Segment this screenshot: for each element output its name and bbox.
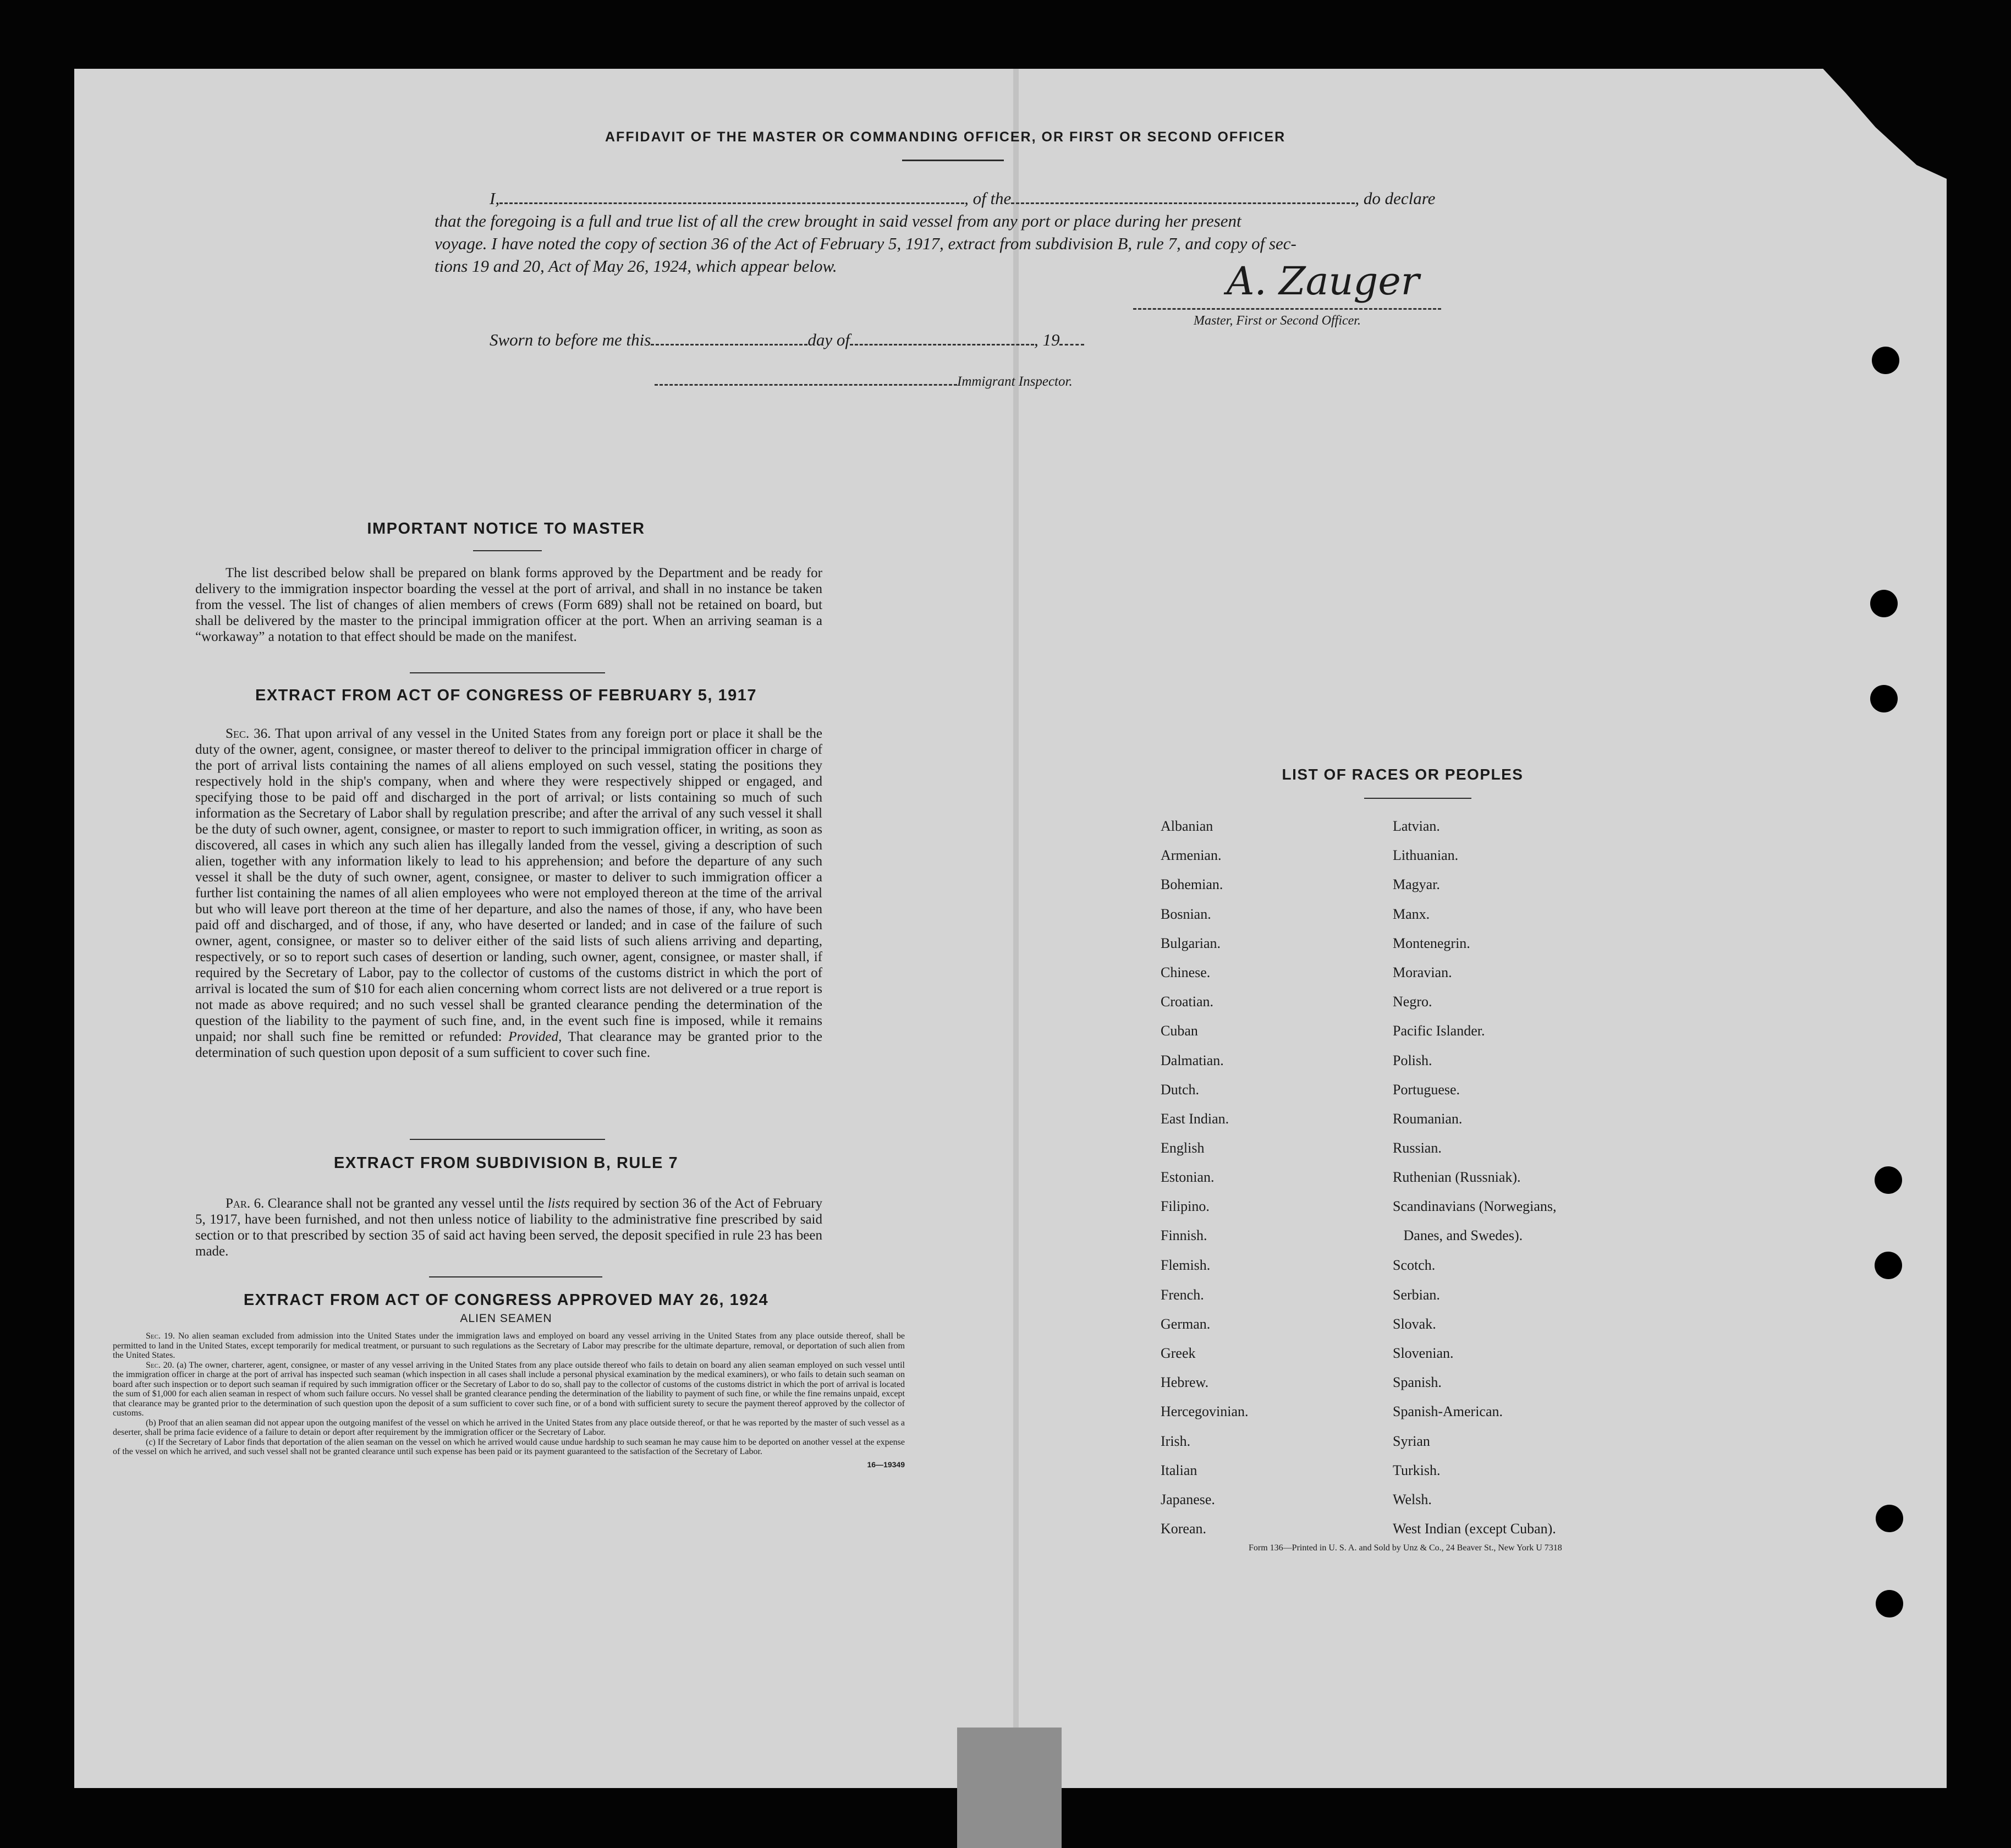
race-row [1161,929,1656,958]
form-code: 16—19349 [867,1460,905,1469]
punch-hole [1870,590,1898,617]
races-title: LIST OF RACES OR PEOPLES [1282,766,1524,783]
race-name: Hercegovinian. [1161,1403,1249,1420]
vessel-blank[interactable] [1011,202,1355,204]
race-name: Turkish. [1393,1462,1441,1478]
declaration-line: tions 19 and 20, Act of May 26, 1924, which appear below. [435,256,837,276]
race-name: Scotch. [1393,1257,1436,1274]
tape-strip [957,1728,1062,1848]
notice-title: IMPORTANT NOTICE TO MASTER [367,520,645,538]
declaration-declare: , do declare [1355,189,1436,208]
punch-hole [1875,1252,1902,1279]
punch-hole [1876,1590,1903,1617]
provided-label: Provided, [508,1029,562,1044]
race-name: German. [1161,1315,1211,1332]
punch-hole [1876,1505,1903,1532]
race-row [1161,1162,1656,1192]
sworn-year-blank[interactable] [1059,344,1084,346]
race-name: Portuguese. [1393,1081,1460,1098]
section-label: Sec. 20. [146,1360,174,1370]
paragraph-label: Par. 6. [226,1196,265,1211]
race-name: Montenegrin. [1393,935,1470,951]
divider [902,160,1004,161]
race-name: Negro. [1393,994,1432,1010]
race-name: Roumanian. [1393,1110,1463,1127]
section-20a-body: (a) The owner, charterer, agent, consignee, or master of any vessel arriving in the United States from any place outside thereof who fails to detain on board any alien seaman employed on such vessel until the immigration officer in charge at the port of arrival has inspected such seaman (which inspection in all cases shall include a personal physical examination by the medical examiners), or who fails to detain such seaman on board after such inspection or to deport such seaman if required by such immigration officer or the Secretary of Labor to do so, shall pay to the collector of customs of the customs district in which the port of arrival is located the sum of $1,000 for each alien seaman in respect of whom such failure occurs. No vessel shall be granted clearance pending the determination of the liability to payment of such fine, or while the fine remains unpaid, except that clearance may be granted prior to the determination of such question upon the deposit of a sum sufficient to cover such fine, or of a bond with sufficient surety to secure the payment thereof approved by the collector of customs. [113,1360,905,1418]
race-name: Ruthenian (Russniak). [1393,1169,1521,1186]
race-name: Magyar. [1393,876,1440,893]
race-name: Armenian. [1161,847,1222,864]
race-name: Spanish-American. [1393,1403,1503,1420]
race-name: Bohemian. [1161,876,1223,893]
divider [473,550,542,551]
race-row [1161,1456,1656,1485]
race-name: Japanese. [1161,1491,1215,1507]
divider [429,1276,602,1277]
name-blank[interactable] [499,202,964,204]
inspector-blank[interactable] [655,384,957,386]
race-row [1161,811,1656,841]
race-row [1161,841,1656,870]
declaration-i: I, [490,189,500,208]
race-name: Russian. [1393,1140,1442,1156]
race-row [1161,1133,1656,1162]
race-name: French. [1161,1286,1204,1303]
race-row [1161,1016,1656,1045]
lists-word: lists [547,1196,570,1211]
races-list [1161,811,1656,1543]
act-1917-title: EXTRACT FROM ACT OF CONGRESS OF FEBRUARY 5, 1917 [255,687,757,704]
race-name: Scandinavians (Norwegians, Danes, and Swedes). [1393,1198,1557,1244]
section-19-body: No alien seaman excluded from admission into the United States under the immigration laws and employed on board any vessel arriving in the United States from any place outside thereof, shall be permitted to land in the United States, except temporarily for medical treatment, or pursuant to such regulations as the Secretary of Labor may prescribe for the ultimate departure, removal, or deportation of such alien from the United States. [113,1331,905,1360]
race-name: English [1161,1140,1205,1156]
sworn-month-blank[interactable] [850,344,1034,346]
punch-hole [1872,347,1899,374]
section-20c-body: (c) If the Secretary of Labor finds that deportation of the alien seaman on the vessel on which he arrived would cause undue hardship to such seaman he may cause him to be deported on another vessel at the expense of the vessel on which he arrived, and such vessel shall not be granted clearance until such expense has been paid or its payment guaranteed to the satisfaction of the Secretary of Labor. [113,1437,905,1456]
race-name: Filipino. Finnish. [1161,1198,1210,1244]
declaration-of-the: , of the [964,189,1012,208]
race-name: Dutch. [1161,1081,1200,1098]
race-row [1161,1514,1656,1543]
race-name: Estonian. [1161,1169,1215,1186]
race-name: Greek [1161,1345,1196,1361]
race-name: Irish. [1161,1433,1191,1449]
race-row [1161,1339,1656,1368]
race-name: Bosnian. [1161,906,1211,922]
section-label: Sec. 36. [226,726,271,741]
section-label: Sec. 19. [146,1331,175,1341]
sworn-text: Sworn to before me this [490,330,651,349]
act-1917-text [195,726,822,1061]
center-fold [1013,69,1019,1788]
notice-text: The list described below shall be prepared on blank forms approved by the Department and be ready for delivery to the immigration inspector boarding the vessel at the port of arrival, and shall in no instance be taken from the vessel. The list of changes of alien members of crews (Form 689) shall not be retained on board, but shall be delivered by the master to the principal immigration officer at the port. When an arriving seaman is a “workaway” a notation to that effect should be made on the manifest. [195,566,822,644]
race-name: Croatian. [1161,994,1214,1010]
race-name: Slovenian. [1393,1345,1454,1361]
race-name: West Indian (except Cuban). [1393,1521,1556,1537]
punch-hole [1870,685,1898,712]
race-name: Polish. [1393,1052,1432,1068]
sworn-day-blank[interactable] [651,344,807,346]
signature-line[interactable] [1133,308,1441,310]
declaration-line: voyage. I have noted the copy of section 36 of the Act of February 5, 1917, extract from subdivision B, rule 7, and copy of sec- [435,234,1296,253]
race-name: Latvian. [1393,818,1440,834]
rule-7-body-b: required by section 36 of the Act of February 5, 1917, have been furnished, and not then unless notice of liability to the administrative fine prescribed by said section or to that prescribed by section 35 of said act having been served, the deposit specified in rule 23 has been made. [195,1196,823,1259]
rule-7-text [195,1196,822,1259]
act-1924-subtitle: ALIEN SEAMEN [460,1312,552,1325]
race-name: Dalmatian. [1161,1052,1224,1068]
race-name: Chinese. [1161,964,1211,980]
race-row [1161,1280,1656,1309]
punch-hole [1875,1166,1902,1194]
race-row [1161,1427,1656,1456]
act-1924-text [113,1331,905,1469]
race-row [1161,1485,1656,1514]
sworn-line [490,330,1084,350]
race-name: Spanish. [1393,1374,1442,1391]
inspector-line [655,374,1073,390]
rule-7-body-a: Clearance shall not be granted any vessel until the [267,1196,545,1211]
race-name: Italian [1161,1462,1197,1478]
race-row [1161,987,1656,1016]
act-1924-title: EXTRACT FROM ACT OF CONGRESS APPROVED MAY 26, 1924 [243,1291,769,1309]
affidavit-title: AFFIDAVIT OF THE MASTER OR COMMANDING OFFICER, OR FIRST OR SECOND OFFICER [605,129,1286,145]
divider [410,672,605,673]
sworn-year: , 19 [1034,330,1060,349]
sworn-day-of: day of [807,330,850,349]
divider [410,1139,605,1140]
race-row [1161,1104,1656,1133]
race-name: East Indian. [1161,1110,1229,1127]
race-row [1161,1075,1656,1104]
race-row [1161,1397,1656,1426]
race-name: Slovak. [1393,1315,1436,1332]
master-signature: A. Zauger [1227,259,1420,304]
race-name: Syrian [1393,1433,1430,1449]
race-name: Cuban [1161,1023,1198,1039]
race-name: Bulgarian. [1161,935,1221,951]
section-36-body: That upon arrival of any vessel in the United States from any foreign port or place it shall be the duty of the owner, agent, consignee, or master thereof to deliver to the principal immigration officer in charge of the port of arrival lists containing the names of all aliens employed on such vessel, stating the positions they respectively hold in the ship's company, when and where they were respectively shipped or engaged, and specifying those to be paid off and discharged in the port of arrival; or lists containing so much of such information as the Secretary of Labor shall by regulation prescribe; and after the arrival of any such vessel it shall be the duty of such owner, agent, consignee, or master to report to such immigration officer, in writing, as soon as discovered, all cases in which any such alien has illegally landed from the vessel, giving a description of such alien, together with any information likely to lead to his apprehension; and before the departure of any such vessel it shall be the duty of such owner, agent, consignee, or master to deliver to such immigration officer a further list containing the names of all alien employees who were not employed thereon at the time of the arrival but who will leave port thereon at the time of her departure, and also the names of those, if any, who have been paid off and discharged, and of those, if any, who have deserted or landed; and in case of the failure of such owner, agent, consignee, or master so to deliver either of the said lists of such aliens arriving and departing, respectively, or so to report such cases of desertion or landing, such owner, agent, consignee, or master shall, if required by the Secretary of Labor, pay to the collector of customs of the customs district in which the port of arrival is located the sum of $10 for each alien concerning whom correct lists are not delivered or a true report is not made as above required; and no such vessel shall be granted clearance pending the determination of the question of the liability to the payment of such fine, and, in the event such fine is imposed, while it remains unpaid; nor shall such fine be remitted or refunded: [195,726,822,1044]
race-name: Hebrew. [1161,1374,1209,1391]
race-name: Pacific Islander. [1393,1023,1485,1039]
race-row [1161,1192,1656,1251]
race-row [1161,870,1656,899]
race-name: Lithuanian. [1393,847,1459,864]
race-name: Welsh. [1393,1491,1432,1507]
form-footer: Form 136—Printed in U. S. A. and Sold by Unz & Co., 24 Beaver St., New York U 7318 [1249,1543,1562,1553]
inspector-label: Immigrant Inspector. [957,374,1073,389]
declaration-line: that the foregoing is a full and true list of all the crew brought in said vessel from any port or place during her present [435,211,1241,231]
signature-caption: Master, First or Second Officer. [1194,314,1361,328]
divider [1364,798,1471,799]
race-name: Moravian. [1393,964,1452,980]
rule-7-title: EXTRACT FROM SUBDIVISION B, RULE 7 [333,1154,679,1172]
proviso-body: That clearance may be granted prior to the determination of such question upon deposit of a sum sufficient to cover such fine. [195,1029,822,1060]
race-name: Serbian. [1393,1286,1440,1303]
race-row [1161,1251,1656,1280]
race-row [1161,1309,1656,1339]
race-name: Manx. [1393,906,1430,922]
race-row [1161,1368,1656,1397]
race-row [1161,900,1656,929]
race-name: Albanian [1161,818,1213,834]
section-20b-body: (b) Proof that an alien seaman did not appear upon the outgoing manifest of the vessel on which he arrived in the United States from any place outside thereof, or that he was reported by the master of such vessel as a deserter, shall be prima facie evidence of a failure to detain or deport after requirement by the immigration officer or the Secretary of Labor. [113,1418,905,1437]
race-name: Flemish. [1161,1257,1211,1274]
race-row [1161,1046,1656,1075]
race-row [1161,958,1656,987]
race-name: Korean. [1161,1521,1207,1537]
